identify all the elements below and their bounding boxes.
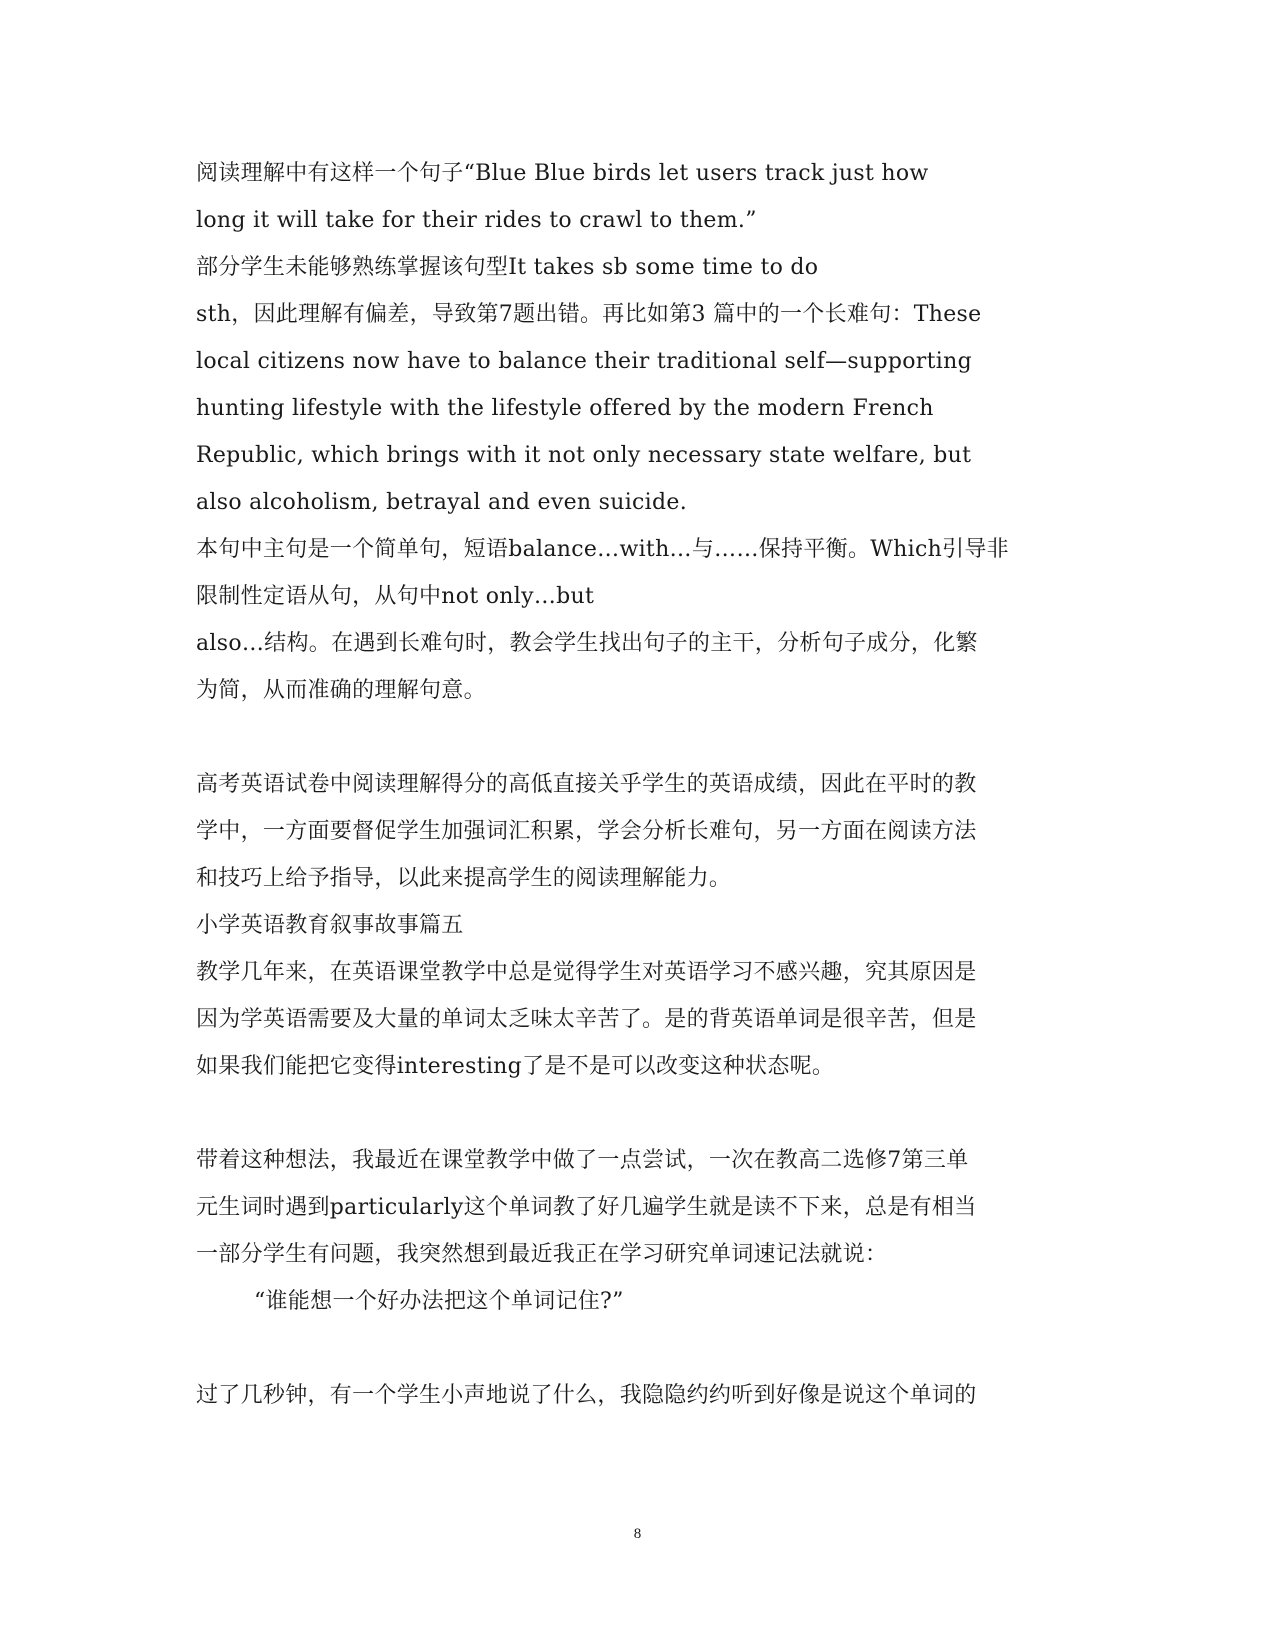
text-line-12: 为简，从而准确的理解句意。 [196, 678, 486, 703]
text-line-10: 限制性定语从句，从句中not only…but [196, 584, 595, 609]
page-number: 8 [633, 1526, 642, 1542]
text-line-3: 部分学生未能够熟练掌握该句型It takes sb some time to do [196, 255, 819, 280]
text-line-7: Republic, which brings with it not only necessary state welfare, but [196, 443, 972, 468]
text-line-9: 本句中主句是一个简单句，短语balance…with…与……保持平衡。Which引导非 [196, 537, 1009, 562]
text-line-15: 和技巧上给予指导，以此来提高学生的阅读理解能力。 [196, 866, 732, 891]
text-line-1: 阅读理解中有这样一个句子“Blue Blue birds let users track just how [196, 161, 929, 186]
text-line-4: sth，因此理解有偏差，导致第7题出错。再比如第3 篇中的一个长难句：These [196, 302, 982, 327]
text-line-22: 一部分学生有问题，我突然想到最近我正在学习研究单词速记法就说： [196, 1242, 888, 1267]
text-line-6: hunting lifestyle with the lifestyle offered by the modern French [196, 396, 934, 421]
text-line-14: 学中，一方面要督促学生加强词汇积累，学会分析长难句，另一方面在阅读方法 [196, 819, 977, 844]
text-line-5: local citizens now have to balance their traditional self—supporting [196, 349, 972, 374]
text-line-8: also alcoholism, betrayal and even suicide. [196, 490, 688, 515]
text-line-18: 因为学英语需要及大量的单词太乏味太辛苦了。是的背英语单词是很辛苦，但是 [196, 1007, 977, 1032]
text-line-11: also…结构。在遇到长难句时，教会学生找出句子的主干，分析句子成分，化繁 [196, 631, 978, 656]
text-line-20: 带着这种想法，我最近在课堂教学中做了一点尝试，一次在教高二选修7第三单 [196, 1148, 969, 1173]
text-line-13: 高考英语试卷中阅读理解得分的高低直接关乎学生的英语成绩，因此在平时的教 [196, 772, 977, 797]
text-line-21: 元生词时遇到particularly这个单词教了好几遍学生就是读不下来，总是有相当 [196, 1195, 977, 1220]
text-line-2: long it will take for their rides to crawl to them.” [196, 208, 757, 233]
section-heading: 小学英语教育叙事故事篇五 [196, 913, 464, 938]
text-line-17: 教学几年来，在英语课堂教学中总是觉得学生对英语学习不感兴趣，究其原因是 [196, 960, 977, 985]
text-line-24: 过了几秒钟，有一个学生小声地说了什么，我隐隐约约听到好像是说这个单词的 [196, 1383, 977, 1408]
text-line-23: “谁能想一个好办法把这个单词记住?” [254, 1289, 624, 1314]
text-line-19: 如果我们能把它变得interesting了是不是可以改变这种状态呢。 [196, 1054, 835, 1079]
